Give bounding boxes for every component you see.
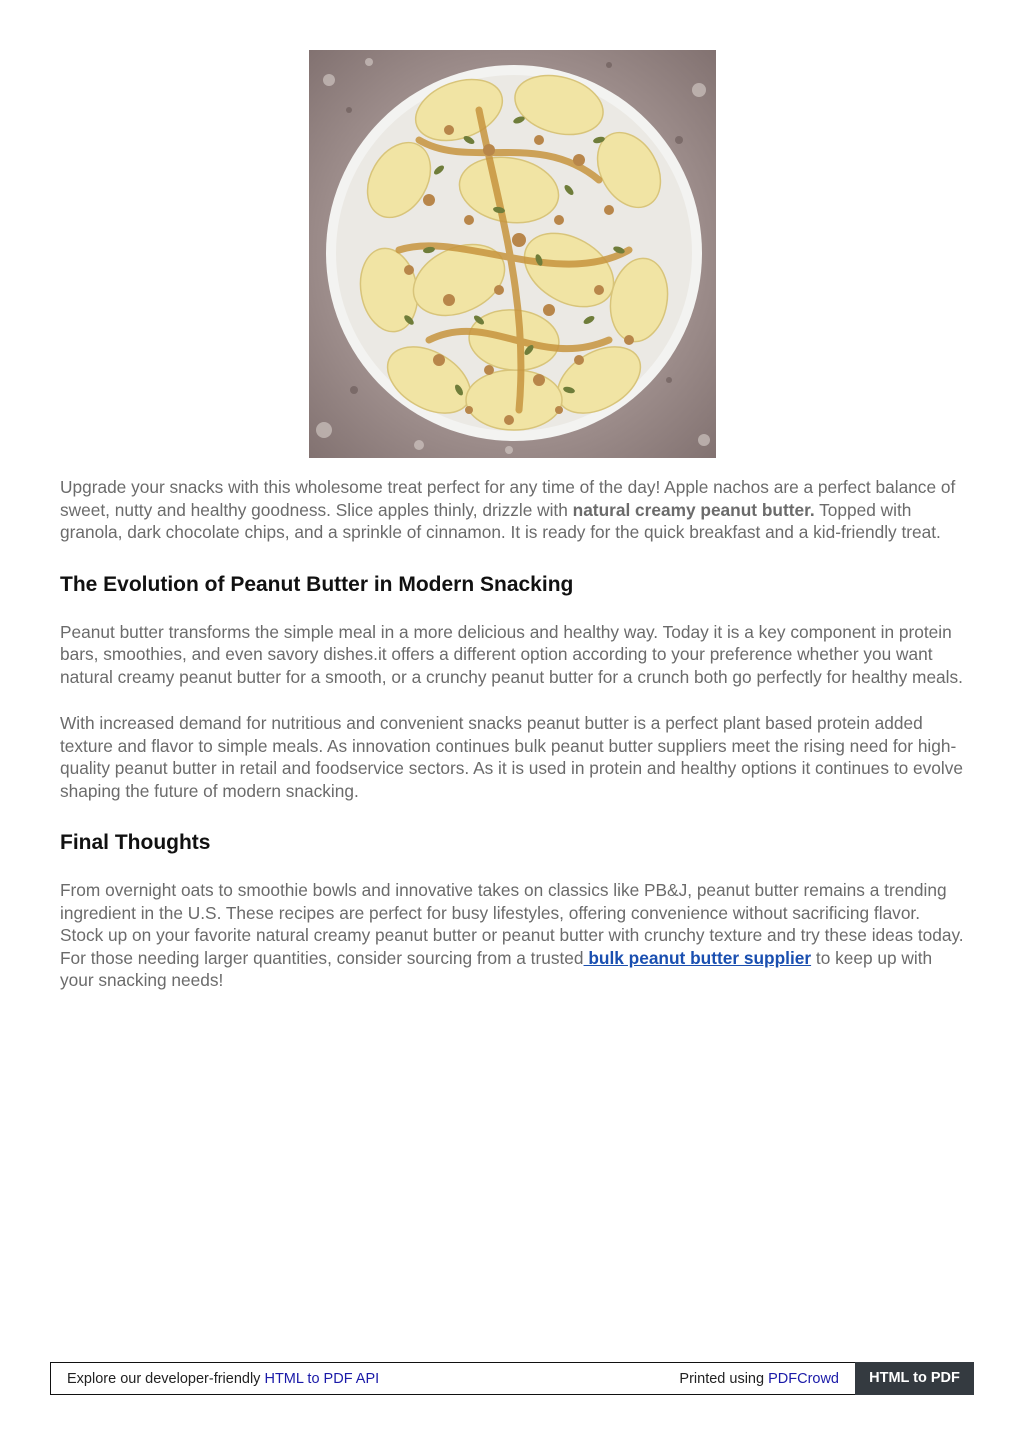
intro-paragraph: Upgrade your snacks with this wholesome treat perfect for any time of the day! Apple nachos are a perfect balance of sweet, nutty and healthy goodness. Slice apples thinly, drizzle with natural creamy peanut butter. Topped with granola, dark chocolate chips, and a sprinkle of cinnamon. It is ready for the quick breakfast and a kid-friendly treat. — [60, 477, 956, 542]
pdfcrowd-footer — [50, 1362, 974, 1395]
html-to-pdf-api-link[interactable]: HTML to PDF API — [264, 1371, 380, 1387]
evolution-paragraph-1: Peanut butter transforms the simple meal in a more delicious and healthy way. Today it is a key component in protein bars, smoothies, and even savory dishes.it offers a different option according to your preference whether you want natural creamy peanut butter for a smooth, or a crunchy peanut butter for a crunch both go perfectly for healthy meals. — [60, 621, 963, 687]
html-to-pdf-button[interactable]: HTML to PDF — [855, 1362, 974, 1395]
bulk-peanut-butter-supplier-link[interactable]: bulk peanut butter supplier — [583, 947, 812, 968]
article-body — [60, 476, 966, 992]
footer-explore: Explore our developer-friendly HTML to PDF API — [67, 1371, 380, 1387]
section-heading-evolution: The Evolution of Peanut Butter in Modern Snacking — [60, 572, 574, 596]
intro-bold-text: natural creamy peanut butter. — [572, 499, 815, 520]
pdfcrowd-link[interactable]: PDFCrowd — [768, 1371, 839, 1387]
apple-nachos-photo — [309, 50, 716, 458]
evolution-paragraph-2: With increased demand for nutritious and convenient snacks peanut butter is a perfect plant based protein added texture and flavor to simple meals. As innovation continues bulk peanut butter suppliers meet the rising need for high-quality peanut butter in retail and foodservice sectors. As it is used in protein and healthy options it continues to evolve shaping the future of modern snacking. — [60, 713, 964, 801]
section-heading-final-thoughts: Final Thoughts — [60, 831, 211, 854]
final-thoughts-paragraph: From overnight oats to smoothie bowls and innovative takes on classics like PB&J, peanut butter remains a trending ingredient in the U.S. These recipes are perfect for busy lifestyles, offering convenience without sacrificing flavor. Stock up on your favorite natural creamy peanut butter or peanut butter with crunchy texture and try these ideas today. For those needing larger quantities, consider sourcing from a trusted bulk peanut butter supplier to keep up with your snacking needs! — [60, 880, 964, 990]
footer-printed: Printed using PDFCrowd — [679, 1371, 839, 1387]
